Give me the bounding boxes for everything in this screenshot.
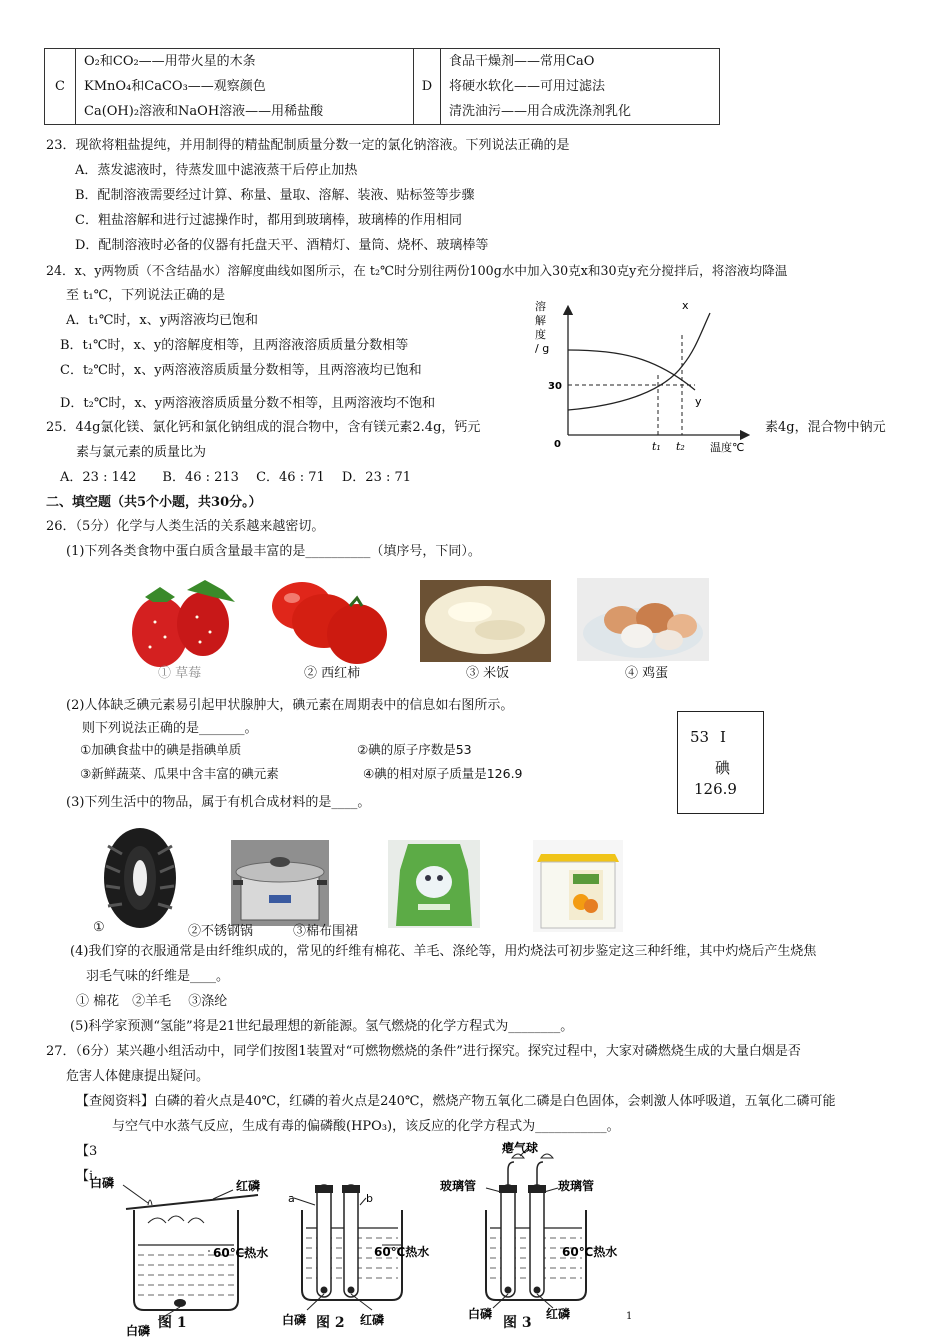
fig1-white-p-bottom: 白磷 (126, 1324, 151, 1338)
figure-1-apparatus (88, 1165, 288, 1340)
q26-part3: (3)下列生活中的物品，属于有机合成材料的是____。 (66, 795, 371, 810)
tire-image (100, 826, 180, 930)
y-tick-30: 30 (548, 381, 562, 392)
table-cell: 清洗油污——用合成洗涤剂乳化 (449, 104, 632, 119)
strawberry-image (125, 572, 250, 672)
q26-part4-cont: 羽毛气味的纤维是____。 (86, 969, 230, 984)
figure-1-caption: 图 1 (158, 1315, 187, 1331)
figure-3-apparatus (438, 1140, 638, 1320)
q26-stem: 26．（5分）化学与人类生活的关系越来越密切。 (46, 519, 325, 534)
page-number: 1 (626, 1311, 633, 1322)
item-caption-2: ②不锈钢锅 (188, 924, 254, 939)
fig2-red-p-label: 红磷 (360, 1313, 385, 1327)
q23-option-a: A．蒸发滤液时，待蒸发皿中滤液蒸干后停止加热 (75, 163, 358, 178)
table-cell: O₂和CO₂——用带火星的木条 (84, 54, 256, 69)
origin-label: 0 (554, 439, 561, 450)
q23-stem: 23．现欲将粗盐提纯，并用制得的精盐配制质量分数一定的氯化钠溶液。下列说法正确的是 (46, 138, 570, 153)
q27-fragment-2: 【i (76, 1169, 94, 1184)
q23-option-d: D．配制溶液时必备的仪器有托盘天平、酒精灯、量筒、烧杯、玻璃棒等 (75, 238, 489, 253)
q26-part1: (1)下列各类食物中蛋白质含量最丰富的是__________（填序号，下同）。 (66, 544, 481, 559)
q25-stem-right: 素4g，混合物中钠元 (765, 420, 886, 435)
q25-stem-cont: 素与氯元素的质量比为 (76, 445, 207, 460)
q27-reference-cont: 与空气中水蒸气反应，生成有毒的偏磷酸(HPO₃)，该反应的化学方程式为___________。 (112, 1119, 620, 1134)
q23-option-b: B．配制溶液需要经过计算、称量、量取、溶解、装液、贴标签等步骤 (75, 188, 475, 203)
section-heading: 二、填空题（共5个小题，共30分。） (46, 495, 262, 510)
comparison-table (44, 48, 720, 125)
figure-3-caption: 图 3 (503, 1315, 532, 1331)
fig1-red-p-label: 红磷 (236, 1179, 261, 1193)
apron-image (388, 840, 480, 928)
y-label-1: 溶 (535, 300, 546, 313)
fig2-a-label: a (288, 1192, 295, 1205)
fig3-glass-tube-right: 玻璃管 (558, 1179, 595, 1193)
table-cell: 食品干燥剂——常用CaO (449, 54, 595, 69)
figure-2-apparatus (282, 1180, 442, 1330)
q26-option-1: ①加碘食盐中的碘是指碘单质 (80, 742, 242, 757)
q26-part2-cont: 则下列说法正确的是_______。 (82, 721, 258, 736)
table-cell: Ca(OH)₂溶液和NaOH溶液——用稀盐酸 (84, 104, 324, 119)
q26-part4: (4)我们穿的衣服通常是由纤维织成的，常见的纤维有棉花、羊毛、涤纶等，用灼烧法可初步鉴定这三种纤维，其中灼烧后产生烧焦 (70, 944, 817, 959)
item-caption-1: ① (93, 920, 105, 935)
eggs-image (577, 578, 709, 661)
plastic-box-image (533, 840, 623, 932)
fig1-hot-water-label: 60℃热水 (213, 1246, 269, 1260)
fig3-hot-water-label: 60℃热水 (562, 1245, 618, 1259)
q24-stem: 24．x、y两物质（不含结晶水）溶解度曲线如图所示，在 t₂℃时分别往两份100g水中加入30克x和30克y充分搅拌后，将溶液均降温 (46, 263, 788, 278)
fig2-b-label: b (366, 1192, 373, 1205)
q24-option-b: B．t₁℃时，x、y的溶解度相等，且两溶液溶质质量分数相等 (60, 338, 409, 353)
table-cell: KMnO₄和CaCO₃——观察颜色 (84, 79, 266, 94)
atomic-number: 53 (690, 728, 710, 746)
element-name: 碘 (715, 759, 731, 777)
q26-part4-options: ① 棉花 ②羊毛 ③涤纶 (76, 994, 228, 1009)
q26-option-4: ④碘的相对原子质量是126.9 (363, 766, 523, 781)
fig3-balloon-label: 瘪气球 (502, 1141, 539, 1155)
table-cell: 将硬水软化——可用过滤法 (449, 79, 606, 94)
q23-option-c: C．粗盐溶解和进行过滤操作时，都用到玻璃棒，玻璃棒的作用相同 (75, 213, 462, 228)
x-axis-label: 温度℃ (710, 441, 745, 454)
curve-y-label: y (695, 395, 702, 408)
tomato-image (262, 576, 390, 668)
table-label-c: C (45, 49, 76, 125)
iodine-element-card (677, 711, 764, 814)
table-label-d: D (414, 49, 441, 125)
solubility-graph (530, 295, 760, 460)
q24-option-d: D．t₂℃时，x、y两溶液溶质质量分数不相等，且两溶液均不饱和 (60, 396, 436, 411)
fig1-white-p-label: 白磷 (90, 1176, 115, 1190)
food-caption-2: ② 西红柿 (304, 666, 361, 681)
curve-y (568, 350, 695, 390)
atomic-mass: 126.9 (694, 780, 737, 798)
q27-stem: 27．（6分）某兴趣小组活动中，同学们按图1装置对“可燃物燃烧的条件”进行探究。探究过程中，大家对磷燃烧生成的大量白烟是否 (46, 1044, 801, 1059)
food-caption-4: ④ 鸡蛋 (625, 666, 669, 681)
q25-stem: 25．44g氯化镁、氯化钙和氯化钠组成的混合物中，含有镁元素2.4g，钙元 (46, 420, 481, 435)
figure-2-caption: 图 2 (316, 1315, 345, 1331)
curve-x (568, 313, 710, 410)
rice-image (420, 580, 551, 662)
food-caption-1: ① 草莓 (158, 666, 202, 681)
food-caption-3: ③ 米饭 (466, 666, 510, 681)
q26-option-3: ③新鲜蔬菜、瓜果中含丰富的碘元素 (80, 766, 279, 781)
curve-x-label: x (682, 299, 689, 312)
q27-reference: 【查阅资料】白磷的着火点是40℃，红磷的着火点是240℃，燃烧产物五氧化二磷是白色固体，会刺激人体呼吸道，五氧化二磷可能 (76, 1094, 836, 1109)
x-tick-t1: t₁ (652, 440, 661, 453)
q25-options: A．23 : 142 B．46 : 213 C．46 : 71 D．23 : 71 (60, 470, 412, 485)
fig2-white-p-label: 白磷 (282, 1313, 307, 1327)
q24-option-c: C．t₂℃时，x、y两溶液溶质质量分数相等，且两溶液均已饱和 (60, 363, 422, 378)
y-label-3: 度 (535, 328, 546, 341)
q26-part5: (5)科学家预测“氢能”将是21世纪最理想的新能源。氢气燃烧的化学方程式为________。 (70, 1019, 574, 1034)
fig3-glass-tube-left: 玻璃管 (440, 1179, 477, 1193)
steel-pot-image (231, 840, 329, 926)
element-symbol: I (720, 728, 726, 746)
q26-part2: (2)人体缺乏碘元素易引起甲状腺肿大，碘元素在周期表中的信息如右图所示。 (66, 698, 514, 713)
q24-option-a: A．t₁℃时，x、y两溶液均已饱和 (66, 313, 259, 328)
q24-stem-cont: 至 t₁℃，下列说法正确的是 (66, 288, 226, 303)
item-caption-3: ③棉布围裙 (293, 924, 359, 939)
q27-fragment-1: 【3 (76, 1144, 98, 1159)
fig2-hot-water-label: 60℃热水 (374, 1245, 430, 1259)
q27-stem-cont: 危害人体健康提出疑问。 (66, 1069, 210, 1084)
fig3-red-p-label: 红磷 (546, 1307, 571, 1320)
q26-option-2: ②碘的原子序数是53 (357, 742, 472, 757)
y-label-4: / g (535, 342, 550, 355)
fig3-white-p-label: 白磷 (468, 1307, 493, 1320)
y-label-2: 解 (535, 314, 546, 327)
x-tick-t2: t₂ (676, 440, 685, 453)
